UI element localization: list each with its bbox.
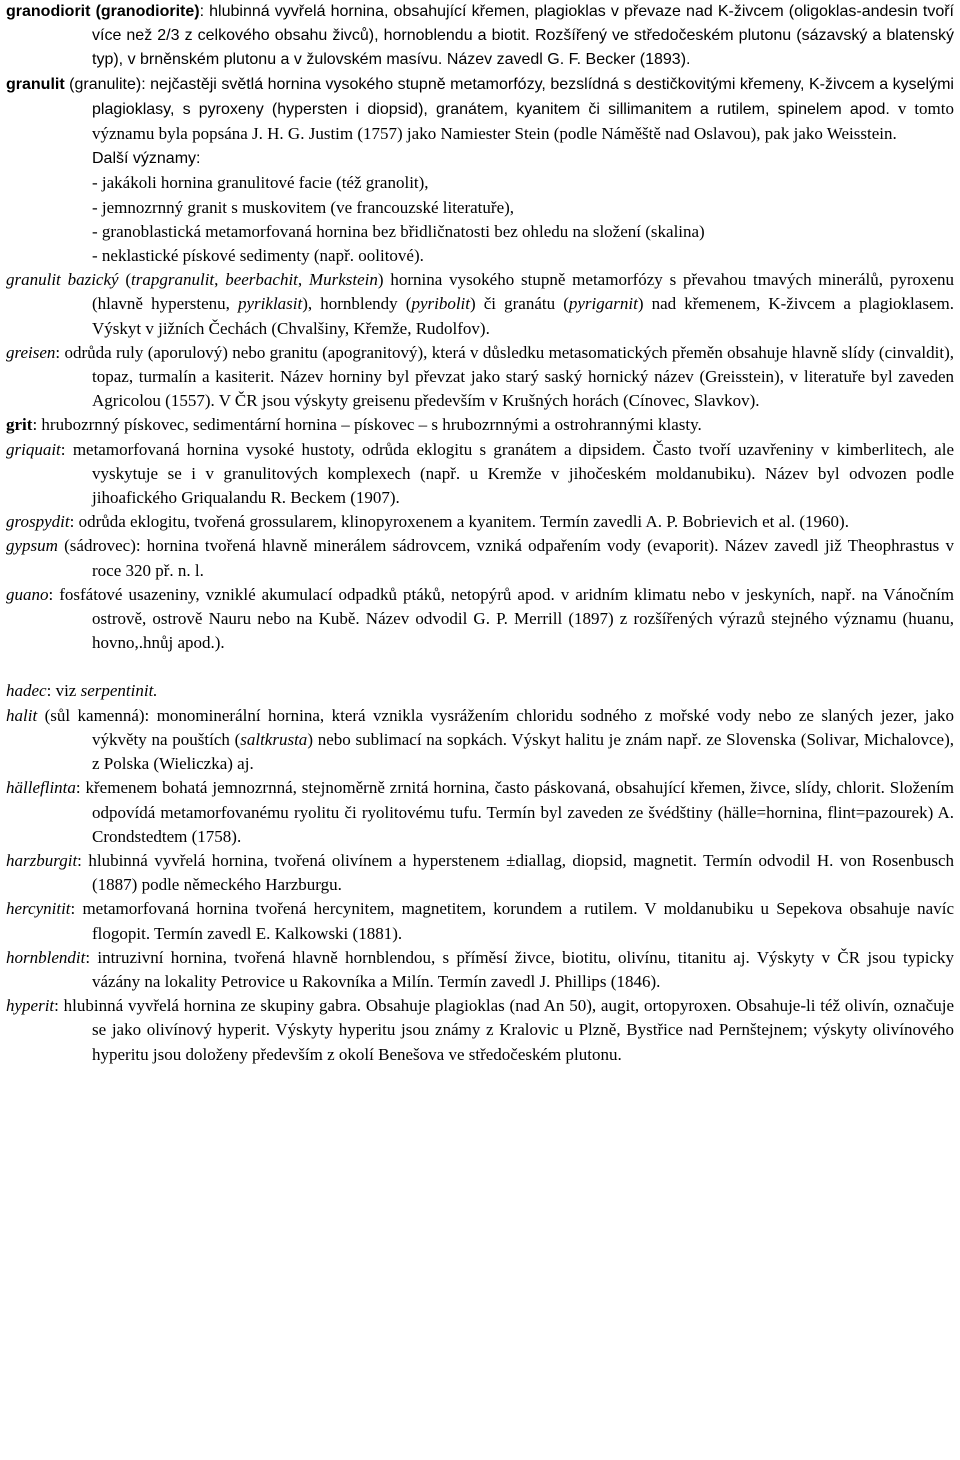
text-hornblendit: : intruzivní hornina, tvořená hlavně hornblendou, s příměsí živce, biotitu, olivínu, titanitu aj. Výskyty v ČR jsou typicky vázány na lokality Petrovice u Rakovníka a Milín. Termín zavedl J. Phillips (1846).: [85, 947, 954, 991]
granulit-meaning-1: - jakákoli hornina granulitové facie (též granolit),: [92, 173, 429, 193]
entry-harzburgit: [6, 849, 954, 897]
granulit-meaning-4: - neklastické pískové sedimenty (např. oolitové).: [92, 246, 424, 266]
term-grit: grit: [6, 415, 33, 435]
ref-serpentinit: serpentinit.: [80, 681, 158, 701]
ref-pyrigarnit: pyrigarnit: [568, 294, 638, 314]
separator: ,: [297, 270, 309, 290]
text-granulit-bazicky-c: ) či granátu (: [470, 294, 569, 314]
ref-pyriklasit: pyriklasit: [238, 294, 303, 314]
entry-gypsum: [6, 534, 954, 582]
term-hercynitit: hercynitit: [6, 899, 71, 919]
entry-hadec: [6, 679, 954, 703]
syn-murkstein: Murkstein: [308, 270, 378, 290]
text-halit-b: ) nebo sublimací na sopkách. Výskyt halitu je znám např. ze Slovenska (Solivar, Michalovce), z Polska (Wieliczka) aj.: [92, 729, 954, 774]
entry-grit: [6, 413, 954, 437]
syn-trapgranulit: trapgranulit: [131, 270, 215, 290]
text-harzburgit: : hlubinná vyvřelá hornina, tvořená olivínem a hyperstenem ±diallag, diopsid, magnetit. Termín odvodil H. von Rosenbusch (1887) podle německého Harzburgu.: [77, 850, 954, 895]
entry-hercynitit: [6, 897, 954, 945]
granulit-meaning-3: - granoblastická metamorfovaná hornina bez břidličnatosti bez ohledu na složení (skalina): [92, 221, 705, 241]
entry-grospydit: [6, 510, 954, 534]
text-hadec: : viz: [46, 681, 81, 701]
text-granulit-bazicky-b: ), hornblendy (: [302, 294, 412, 314]
term-halleflinta: hälleflinta: [6, 778, 76, 798]
term-griquait: griquait: [6, 439, 61, 459]
entry-guano: [6, 583, 954, 656]
text-gypsum: (sádrovec): hornina tvořená hlavně minerálem sádrovcem, vzniká odpařením vody (evaporit). Název zavedl již Theophrastus v roce 320 př. n. l.: [57, 536, 954, 580]
entry-halleflinta: [6, 776, 954, 849]
entry-hornblendit: [6, 946, 954, 994]
term-guano: guano: [6, 584, 49, 604]
text-granodiorit: : hlubinná vyvřelá hornina, obsahující křemen, plagioklas v převaze nad K-živcem (oligoklas-andesin tvoří více než 2/3 z celkového obsahu živců), hornoblendu a biotit. Rozšířený ve středočeském plutonu (sázavský a blatenský typ), v brněnském plutonu a v žulovském masívu. Název zavedl G. F. Becker (1893).: [92, 3, 954, 69]
text-granulit-bazicky-d: ) nad křemenem, K-živcem a plagioklasem. Výskyt v jižních Čechách (Chvalšiny, Křemže, Rudolfov).: [92, 294, 954, 338]
entry-hyperit: [6, 994, 954, 1067]
term-granulit-paren: (granulite): [69, 75, 142, 93]
ref-pyribolit: pyribolit: [411, 294, 470, 314]
term-halit: halit: [6, 705, 38, 725]
text-guano: : fosfátové usazeniny, vzniklé akumulací odpadků ptáků, netopýrů apod. v aridním klimatu nebo v jeskyních, např. na Vánočním ostrově, ostrově Nauru nebo na Kubě. Název odvodil G. P. Merrill (1897) z rozšířených výrazů stejného významu (huanu, hovno,.hnůj apod.).: [48, 584, 954, 653]
text-grit: : hrubozrnný pískovec, sedimentární hornina – pískovec – s hrubozrnnými a ostrohrannými klasty.: [32, 415, 702, 435]
text-griquait: : metamorfovaná hornina vysoké hustoty, odrůda eklogitu s granátem a dipsidem. Často tvoří uzavřeniny v kimberlitech, ale vyskytuje se i v granulitových komplexech (např. u Kremže v jihočeském moldanubiku). Název byl odvozen podle jihoafického Griqualandu R. Beckem (1907).: [60, 439, 954, 508]
paren-close: ): [377, 270, 384, 290]
term-hadec: hadec: [6, 681, 47, 701]
syn-beerbachit: beerbachit: [225, 270, 298, 290]
entry-halit: [6, 704, 954, 777]
term-granodiorit: granodiorit: [6, 3, 91, 20]
term-greisen: greisen: [6, 342, 56, 362]
entry-greisen: [6, 341, 954, 414]
section-gap: [6, 655, 954, 679]
term-granulit: granulit: [6, 75, 65, 93]
entry-granulit: [6, 73, 954, 148]
granulit-meaning-2: - jemnozrnný granit s muskovitem (ve francouzské literatuře),: [92, 197, 515, 217]
text-granulit: : nejčastěji světlá hornina vysokého stupně metamorfózy, bezslídná s destičkovitými křemeny, K-živcem a kyselými plagioklasy, s pyroxeny (hypersten i diopsid), granátem, kyanitem či sillimanitem a rutilem, spinelem apod.: [92, 75, 954, 118]
text-granulit-2: v tomto významu byla popsána J. H. G. Justim (1757) jako Namiester Stein (podle Náměště nad Oslavou), pak jako Weisstein.: [92, 98, 955, 144]
text-hercynitit: : metamorfovaná hornina tvořená hercynitem, magnetitem, korundem a rutilem. V moldanubiku u Sepekova obsahuje navíc flogopit. Termín zavedl E. Kalkowski (1881).: [70, 899, 954, 943]
text-grospydit: : odrůda eklogitu, tvořená grossularem, klinopyroxenem a kyanitem. Termín zavedli A. P. Bobrievich et al. (1960).: [69, 512, 849, 532]
term-hornblendit: hornblendit: [6, 947, 86, 967]
separator: ,: [214, 270, 226, 290]
term-gypsum: gypsum: [6, 536, 58, 556]
term-granodiorit-paren: (granodiorite): [95, 3, 200, 20]
term-grospydit: grospydit: [6, 512, 70, 532]
term-hyperit: hyperit: [6, 996, 55, 1016]
paren-open: (: [118, 270, 132, 290]
entry-griquait: [6, 438, 954, 511]
ref-saltkrusta: saltkrusta: [240, 729, 308, 749]
text-granulit-bazicky-a: hornina vysokého stupně metamorfózy s převahou tmavých minerálů, pyroxenu (hlavně hyperstenu,: [92, 270, 955, 314]
text-hyperit: : hlubinná vyvřelá hornina ze skupiny gabra. Obsahuje plagioklas (nad An 50), augit, ortopyroxen. Obsahuje-li též olivín, označuje se jako olivínový hyperit. Výskyty hyperitu jsou známy z Kralovic u Plzně, Bystřice nad Pernštejnem; výskyty olivínového hyperitu jsou doloženy především z okolí Benešova ve středočeském plutonu.: [54, 996, 954, 1064]
term-bazicky: bazický: [67, 270, 119, 290]
entry-granulit-bazicky: [6, 268, 954, 341]
text-halit-a: (sůl kamenná): monominerální hornina, která vznikla vysrážením chloridu sodného z mořské vody nebo ze slaných jezer, jako výkvěty na pouštích (: [37, 705, 954, 749]
text-halleflinta: : křemenem bohatá jemnozrnná, stejnoměrně zrnitá hornina, často páskovaná, obsahující křemen, živce, slídy, chlorit. Složením odpovídá metamorfovanému ryolitu či ryolitovému tufu. Termín byl zaveden ze švédštiny (hälle=hornina, flint=pazourek) A. Crondstedtem (1758).: [75, 778, 954, 846]
entry-granodiorit: [6, 0, 954, 73]
text-greisen: : odrůda ruly (aporulový) nebo granitu (apogranitový), která v důsledku metasomatických přeměn obsahuje hlavně slídy (cinvaldit), topaz, turmalín a kasiterit. Název horniny byl převzat jako starý saský hornický název (Greisstein), v literatuře byl zaveden Agricolou (1557). V ČR jsou výskyty greisenu především v Krušných horách (Cínovec, Slavkov).: [55, 342, 954, 411]
term-granulit-bazicky: granulit: [6, 270, 61, 290]
granulit-further-title: Další významy:: [92, 150, 201, 168]
term-harzburgit: harzburgit: [6, 850, 78, 870]
